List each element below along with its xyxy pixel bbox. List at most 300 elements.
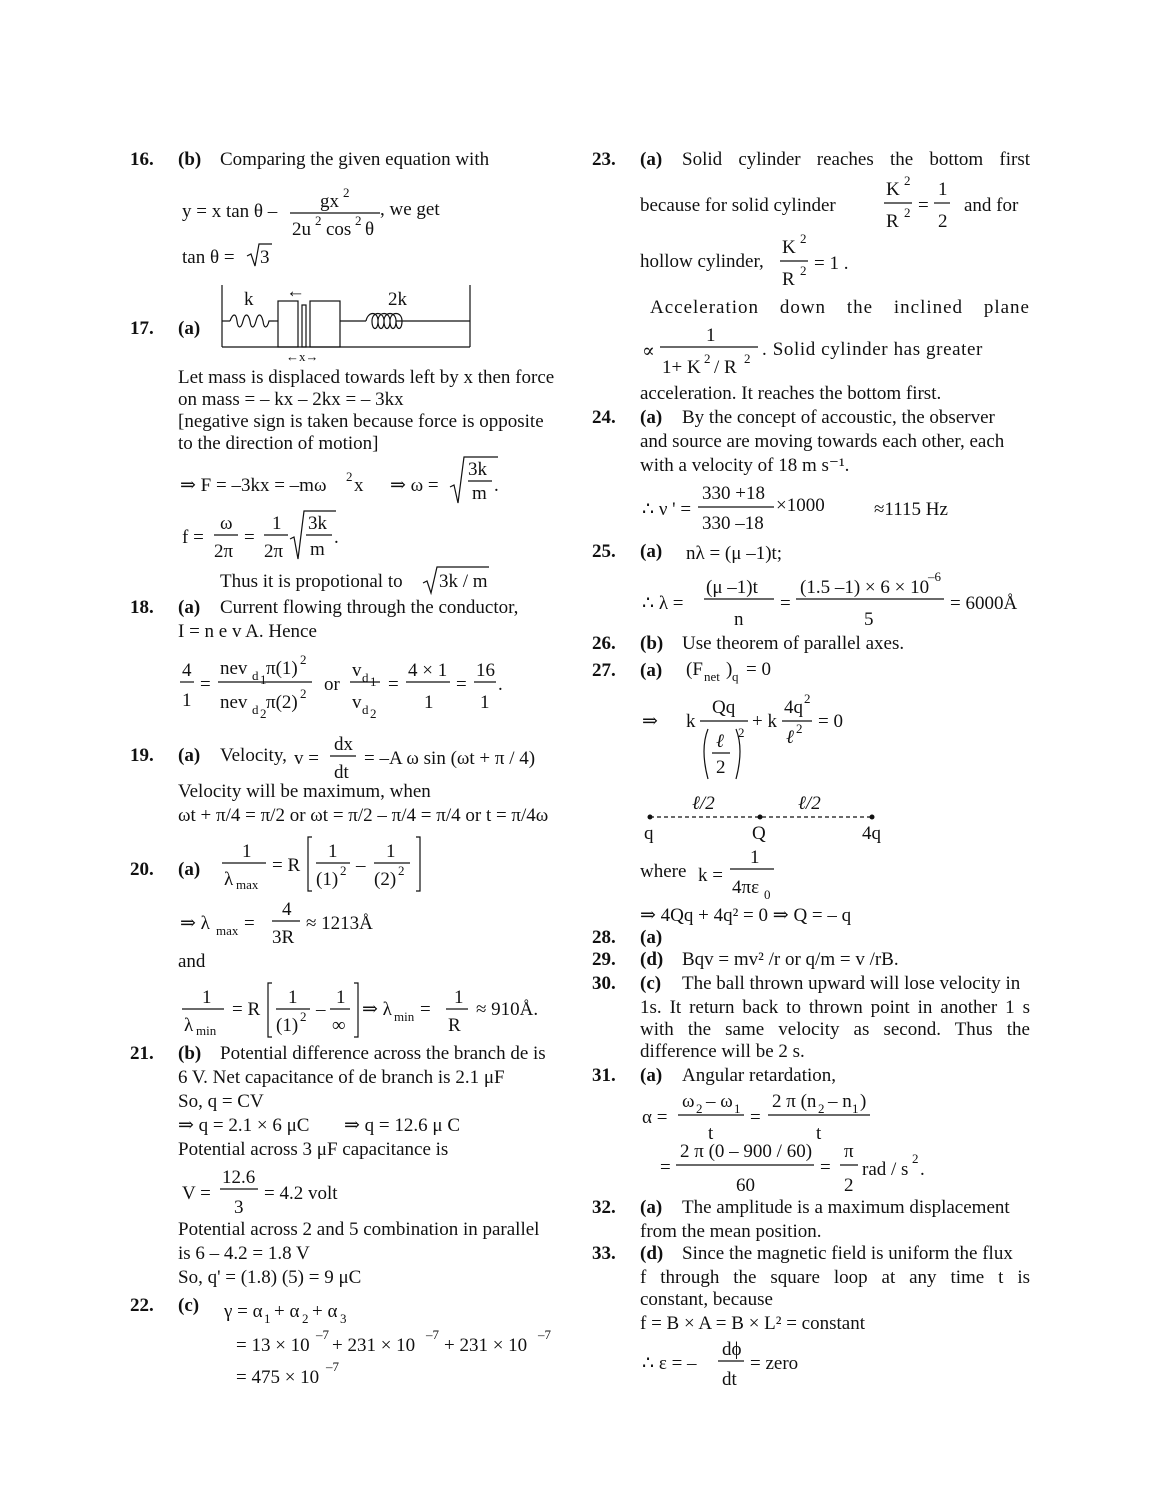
svg-text:2: 2: [315, 213, 322, 228]
question-number: 32.: [592, 1197, 616, 1218]
answer-text: f = B × A = B × L² = constant: [640, 1313, 865, 1334]
svg-text:d: d: [252, 702, 259, 717]
svg-text:K: K: [782, 237, 796, 258]
svg-text:∝: ∝: [642, 341, 655, 362]
answer-text: The ball thrown upward will lose velocity in: [682, 973, 1021, 994]
svg-text:t: t: [816, 1123, 822, 1144]
svg-text:2: 2: [696, 1101, 703, 1116]
svg-text:x: x: [354, 475, 364, 496]
svg-text:= 475 × 10: = 475 × 10: [236, 1367, 320, 1388]
answer-text: constant, because: [640, 1289, 773, 1310]
answer-text: because for solid cylinder: [640, 195, 836, 216]
charge-label-4q: 4q: [862, 823, 881, 844]
svg-text:4πε: 4πε: [732, 877, 760, 898]
question-number: 20.: [130, 859, 154, 880]
answer-text: where: [640, 861, 687, 882]
hollow-cylinder-ratio: [778, 231, 858, 299]
question-number: 17.: [130, 318, 154, 339]
answer-option: (a): [178, 318, 201, 339]
solid-cylinder-ratio: [882, 173, 962, 243]
svg-text:⇒ F = –3kx = –mω: ⇒ F = –3kx = –mω: [180, 475, 327, 496]
svg-text:1: 1: [242, 841, 252, 862]
svg-text:2: 2: [343, 185, 350, 200]
svg-text:k =: k =: [698, 865, 723, 886]
answer-text: difference will be 2 s.: [640, 1041, 805, 1062]
answer-text: Solid cylinder reaches the bottom first: [682, 149, 1030, 170]
svg-text:⇒: ⇒: [642, 711, 658, 732]
svg-text:1: 1: [424, 692, 434, 713]
svg-text:≈1115 Hz: ≈1115 Hz: [874, 499, 948, 520]
charge-label-Q: Q: [752, 823, 766, 844]
svg-text:ℓ/2: ℓ/2: [692, 793, 715, 814]
svg-text:=: =: [420, 999, 431, 1020]
question-number: 19.: [130, 745, 154, 766]
answer-option: (a): [640, 149, 663, 170]
lambda-max-equation: [220, 833, 460, 903]
svg-text:2: 2: [716, 757, 726, 778]
svg-text:or: or: [324, 674, 340, 695]
svg-text:≈ 1213Å: ≈ 1213Å: [306, 913, 373, 934]
svg-text:2: 2: [744, 351, 751, 366]
svg-text:π(2): π(2): [266, 692, 298, 713]
svg-text:1: 1: [938, 179, 948, 200]
answer-option: (b): [178, 1043, 202, 1064]
answer-option: (b): [178, 149, 202, 170]
question-number: 33.: [592, 1243, 616, 1264]
svg-text:(1.5 –1) × 6 × 10: (1.5 –1) × 6 × 10: [800, 577, 930, 598]
answer-text: Velocity will be maximum, when: [178, 781, 431, 802]
svg-text:nev: nev: [220, 692, 248, 713]
svg-text:K: K: [886, 179, 900, 200]
svg-text:1: 1: [706, 325, 716, 346]
svg-text:3: 3: [260, 247, 270, 268]
answer-option: (c): [640, 973, 662, 994]
acceleration-proportional: [640, 319, 770, 385]
answer-text: So, q = CV: [178, 1091, 264, 1112]
svg-text:+ 231 × 10: + 231 × 10: [444, 1335, 528, 1356]
svg-text:ℓ: ℓ: [716, 731, 724, 752]
svg-text:=: =: [244, 913, 255, 934]
svg-text:–7: –7: [538, 1327, 551, 1342]
answer-option: (a): [640, 1065, 663, 1086]
svg-text:1: 1: [328, 841, 338, 862]
svg-text:1+ K: 1+ K: [662, 357, 701, 378]
svg-text:2: 2: [398, 863, 405, 878]
answer-text: on mass = – kx – 2kx = – 3kx: [178, 389, 404, 410]
answer-option: (a): [640, 1197, 663, 1218]
answer-option: (a): [640, 927, 663, 948]
question-number: 31.: [592, 1065, 616, 1086]
svg-text:=: =: [780, 593, 791, 614]
svg-text:.: .: [494, 475, 499, 496]
svg-text:gx: gx: [320, 191, 339, 212]
svg-text:(F: (F: [686, 659, 703, 680]
question-number: 27.: [592, 660, 616, 681]
answer-option: (d): [640, 1243, 664, 1264]
answer-text: to the direction of motion]: [178, 433, 379, 454]
svg-text:= –A ω sin (ωt + π / 4): = –A ω sin (ωt + π / 4): [364, 748, 536, 769]
question-number: 21.: [130, 1043, 154, 1064]
svg-text:R: R: [782, 269, 795, 290]
svg-text:1: 1: [454, 987, 464, 1008]
svg-text:∴ ε = –: ∴ ε = –: [642, 1353, 697, 1374]
answer-text: Acceleration down the inclined plane: [650, 297, 1030, 318]
svg-text:2: 2: [346, 469, 353, 484]
svg-text:330 +18: 330 +18: [702, 483, 765, 504]
svg-text:2: 2: [355, 213, 362, 228]
svg-text:1: 1: [734, 1101, 741, 1116]
force-arrow: ←: [286, 281, 305, 302]
svg-text:2: 2: [804, 691, 811, 706]
svg-text:n: n: [734, 609, 744, 630]
svg-text:dt: dt: [722, 1369, 737, 1390]
svg-text:(1): (1): [276, 1015, 299, 1036]
svg-text:2π: 2π: [264, 541, 284, 562]
svg-text:= zero: = zero: [750, 1353, 799, 1374]
svg-text:(2): (2): [374, 869, 397, 890]
svg-text:2 π (0 – 900 / 60): 2 π (0 – 900 / 60): [680, 1141, 813, 1162]
svg-text:= 1 .: = 1 .: [814, 253, 849, 274]
answer-option: (a): [640, 407, 663, 428]
wavelength-equation-2: [640, 569, 1040, 635]
wavelength-equation-1: [682, 537, 822, 573]
force-omega-equation: [178, 455, 518, 513]
svg-text:v: v: [352, 660, 362, 681]
svg-text:2 π (n: 2 π (n: [772, 1091, 817, 1112]
question-number: 18.: [130, 597, 154, 618]
svg-text:2: 2: [704, 351, 711, 366]
svg-text:3R: 3R: [272, 927, 295, 948]
spring-label-k: k: [244, 289, 254, 310]
answer-option: (a): [178, 745, 201, 766]
question-number: 30.: [592, 973, 616, 994]
answer-option: (d): [640, 949, 664, 970]
svg-text:1: 1: [480, 692, 490, 713]
answer-option: (a): [178, 859, 201, 880]
svg-text:2: 2: [300, 652, 307, 667]
answer-text: , we get: [380, 199, 440, 220]
svg-text:4q: 4q: [784, 697, 803, 718]
answer-option: (c): [178, 1295, 200, 1316]
svg-text:3k / m: 3k / m: [439, 571, 488, 592]
svg-text:–7: –7: [426, 1327, 439, 1342]
svg-text:t: t: [708, 1123, 714, 1144]
answer-text: ωt + π/4 = π/2 or ωt = π/2 – π/4 = π/4 or t = π/4ω: [178, 805, 549, 826]
answer-text: Let mass is displaced towards left by x then force: [178, 367, 555, 388]
question-number: 29.: [592, 949, 616, 970]
proportional-sqrt: [423, 565, 503, 601]
svg-text:= R: = R: [272, 855, 301, 876]
answer-text: f through the square loop at any time t is: [640, 1267, 1030, 1288]
svg-text:V =: V =: [182, 1183, 211, 1204]
svg-text:∴ ν ' =: ∴ ν ' =: [642, 499, 692, 520]
emf-equation: [640, 1335, 840, 1399]
svg-text:(1): (1): [316, 869, 339, 890]
answer-text: Velocity,: [220, 745, 287, 766]
charge-label-q: q: [644, 823, 654, 844]
svg-text:.: .: [498, 674, 503, 695]
svg-text:2: 2: [738, 725, 745, 740]
svg-text:3: 3: [234, 1197, 244, 1218]
svg-text:v: v: [352, 692, 362, 713]
svg-text:1: 1: [272, 513, 282, 534]
answer-text: So, q' = (1.8) (5) = 9 μC: [178, 1267, 362, 1288]
question-number: 26.: [592, 633, 616, 654]
svg-text:.: .: [920, 1159, 925, 1180]
svg-text:– n: – n: [828, 1091, 852, 1112]
answer-text: acceleration. It reaches the bottom first.: [640, 383, 942, 404]
svg-text:12.6: 12.6: [222, 1167, 256, 1188]
svg-text:γ = α: γ = α: [224, 1301, 263, 1322]
svg-text:= 6000Å: = 6000Å: [950, 593, 1018, 614]
svg-text:): ): [726, 659, 733, 680]
svg-text:– ω: – ω: [706, 1091, 733, 1112]
svg-text:min: min: [394, 1009, 415, 1024]
svg-text:(μ –1)t: (μ –1)t: [706, 577, 758, 598]
svg-text:=: =: [244, 527, 255, 548]
svg-text:–7: –7: [326, 1359, 339, 1374]
svg-text:max: max: [236, 877, 259, 892]
question-number: 16.: [130, 149, 154, 170]
svg-text:q: q: [732, 669, 739, 684]
svg-text:λ: λ: [224, 869, 234, 890]
answer-text: ⇒ q = 12.6 μ C: [344, 1115, 460, 1136]
svg-text:= 0: = 0: [746, 659, 771, 680]
svg-text:= 4.2 volt: = 4.2 volt: [264, 1183, 338, 1204]
answer-option: (a): [640, 541, 663, 562]
svg-text:min: min: [196, 1023, 217, 1038]
net-force-equation: [682, 653, 802, 691]
answer-text: Potential difference across the branch de is: [220, 1043, 546, 1064]
svg-text:=: =: [456, 674, 467, 695]
svg-text:θ: θ: [365, 219, 375, 240]
svg-text:+ α: + α: [274, 1301, 300, 1322]
answer-text: [negative sign is taken because force is opposite: [178, 411, 544, 432]
svg-text:1: 1: [260, 672, 267, 687]
answer-text: 6 V. Net capacitance of de branch is 2.1 μF: [178, 1067, 505, 1088]
svg-text:2: 2: [340, 863, 347, 878]
svg-text:=: =: [200, 674, 211, 695]
answer-text: with the same velocity as second. Thus the: [640, 1019, 1030, 1040]
svg-text:330 –18: 330 –18: [702, 513, 764, 534]
tan-theta-result: [180, 241, 300, 279]
svg-text:4: 4: [282, 899, 292, 920]
frequency-equation: [178, 507, 398, 569]
svg-text:2: 2: [938, 211, 948, 232]
svg-text:2: 2: [904, 205, 911, 220]
displacement-marker: ←x→: [286, 349, 319, 364]
svg-text:=: =: [660, 1157, 671, 1178]
svg-text:f =: f =: [182, 527, 204, 548]
answer-text: Potential across 3 μF capacitance is: [178, 1139, 449, 1160]
svg-text:= 0: = 0: [818, 711, 843, 732]
svg-text:≈ 910Å.: ≈ 910Å.: [476, 999, 539, 1020]
svg-text:=: =: [918, 195, 929, 216]
svg-text:nλ = (μ –1)t;: nλ = (μ –1)t;: [686, 543, 783, 564]
answer-text: 1s. It return back to thrown point in another 1 s: [640, 997, 1030, 1018]
svg-text:2: 2: [844, 1175, 854, 1196]
question-number: 23.: [592, 149, 616, 170]
svg-text:max: max: [216, 923, 239, 938]
svg-text:dϕ: dϕ: [722, 1339, 742, 1360]
svg-text:+ α: + α: [312, 1301, 338, 1322]
svg-text:2: 2: [800, 263, 807, 278]
svg-text:2: 2: [260, 706, 267, 721]
svg-text:2π: 2π: [214, 541, 234, 562]
svg-text:nev: nev: [220, 658, 248, 679]
svg-text:4: 4: [182, 660, 192, 681]
lambda-min-equation: [180, 977, 560, 1049]
svg-text:k: k: [686, 711, 696, 732]
svg-text:v =: v =: [294, 748, 319, 769]
svg-text:ω: ω: [682, 1091, 695, 1112]
svg-text:1: 1: [852, 1101, 859, 1116]
svg-text:1: 1: [182, 690, 192, 711]
svg-text:cos: cos: [326, 219, 352, 240]
answer-text: with a velocity of 18 m s⁻¹.: [640, 455, 850, 476]
svg-text:ℓ/2: ℓ/2: [798, 793, 821, 814]
svg-text:m: m: [310, 539, 325, 560]
svg-text:2: 2: [302, 1311, 309, 1326]
svg-text:rad / s: rad / s: [862, 1159, 909, 1180]
answer-text: ⇒ 4Qq + 4q² = 0 ⇒ Q = – q: [640, 905, 852, 926]
svg-text:dt: dt: [334, 762, 349, 783]
svg-text:×1000: ×1000: [776, 495, 825, 516]
svg-text:d: d: [252, 668, 259, 683]
answer-text: Comparing the given equation with: [220, 149, 490, 170]
svg-text:2u: 2u: [292, 219, 311, 240]
answer-text: Thus it is propotional to: [220, 571, 403, 592]
answer-text: ⇒ q = 2.1 × 6 μC: [178, 1115, 310, 1136]
svg-text:60: 60: [736, 1175, 755, 1196]
svg-text:=: =: [388, 674, 399, 695]
svg-text:π(1): π(1): [266, 658, 298, 679]
svg-text:2: 2: [370, 706, 377, 721]
svg-text:tan θ =: tan θ =: [182, 247, 235, 268]
svg-text:–: –: [356, 855, 366, 876]
answer-text: The amplitude is a maximum displacement: [682, 1197, 1010, 1218]
svg-text:1: 1: [750, 847, 760, 868]
spring-label-2k: 2k: [388, 289, 407, 310]
svg-text:1: 1: [370, 674, 377, 689]
answer-text: By the concept of accoustic, the observer: [682, 407, 995, 428]
answer-text: Potential across 2 and 5 combination in parallel: [178, 1219, 540, 1240]
svg-text:= R: = R: [232, 999, 261, 1020]
svg-text:R: R: [448, 1015, 461, 1036]
svg-text:1: 1: [336, 987, 346, 1008]
question-number: 22.: [130, 1295, 154, 1316]
svg-text:=: =: [750, 1107, 761, 1128]
svg-text:3k: 3k: [308, 513, 327, 534]
svg-text:R: R: [886, 211, 899, 232]
svg-text:+ 231 × 10: + 231 × 10: [332, 1335, 416, 1356]
answer-option: (a): [178, 597, 201, 618]
answer-text: Use theorem of parallel axes.: [682, 633, 905, 654]
svg-text:Qq: Qq: [712, 697, 736, 718]
answer-text: Since the magnetic field is uniform the flux: [682, 1243, 1013, 1264]
answer-option: (a): [640, 660, 663, 681]
svg-text:1: 1: [264, 1311, 271, 1326]
lambda-max-result: [178, 897, 418, 959]
svg-text:ω: ω: [220, 513, 233, 534]
svg-text:–7: –7: [316, 1327, 329, 1342]
svg-text:net: net: [704, 669, 720, 684]
svg-text:⇒ λ: ⇒ λ: [180, 913, 210, 934]
svg-text:= 13 × 10: = 13 × 10: [236, 1335, 310, 1356]
answer-text: I = n e v A. Hence: [178, 621, 317, 642]
drift-velocity-ratio: [180, 650, 520, 726]
voltage-equation: [180, 1161, 400, 1227]
svg-text:): ): [860, 1091, 867, 1112]
svg-text:ℓ: ℓ: [786, 727, 794, 748]
question-number: 28.: [592, 927, 616, 948]
svg-text:π: π: [844, 1141, 854, 1162]
answer-text: and for: [964, 195, 1019, 216]
svg-text:2: 2: [796, 721, 803, 736]
answer-text: hollow cylinder,: [640, 251, 764, 272]
svg-text:16: 16: [476, 660, 495, 681]
svg-text:2: 2: [800, 231, 807, 246]
svg-text:–: –: [316, 999, 326, 1020]
svg-text:d: d: [362, 670, 369, 685]
svg-text:.: .: [334, 527, 339, 548]
svg-text:∴ λ =: ∴ λ =: [642, 593, 684, 614]
svg-text:d: d: [362, 702, 369, 717]
svg-text:λ: λ: [184, 1015, 194, 1036]
svg-text:⇒ ω =: ⇒ ω =: [390, 475, 439, 496]
svg-text:α =: α =: [642, 1107, 668, 1128]
answer-text: is 6 – 4.2 = 1.8 V: [178, 1243, 310, 1264]
angular-retardation-equation: [640, 1087, 940, 1205]
svg-text:y = x tan θ –: y = x tan θ –: [182, 201, 278, 222]
svg-text:3: 3: [340, 1311, 347, 1326]
svg-text:1: 1: [288, 987, 298, 1008]
svg-text:2: 2: [300, 686, 307, 701]
svg-text:1: 1: [386, 841, 396, 862]
svg-text:∞: ∞: [332, 1015, 346, 1036]
answer-text: Current flowing through the conductor,: [220, 597, 519, 618]
answer-text: from the mean position.: [640, 1221, 822, 1242]
svg-text:2: 2: [912, 1151, 919, 1166]
svg-text:2: 2: [904, 173, 911, 188]
svg-text:⇒ λ: ⇒ λ: [362, 999, 392, 1020]
svg-text:0: 0: [764, 887, 771, 902]
coulomb-constant: [696, 843, 796, 909]
answer-text: and source are moving towards each other, each: [640, 431, 1005, 452]
question-number: 24.: [592, 407, 616, 428]
svg-text:5: 5: [864, 609, 874, 630]
svg-text:3k: 3k: [468, 459, 487, 480]
doppler-equation: [640, 479, 960, 543]
answer-text: Bqv = mv² /r or q/m = v /rB.: [682, 949, 899, 970]
coulomb-balance-equation: [640, 693, 920, 795]
svg-text:1: 1: [202, 987, 212, 1008]
svg-text:dx: dx: [334, 734, 353, 755]
spring-mass-diagram: [218, 281, 478, 369]
svg-text:2: 2: [300, 1009, 307, 1024]
svg-text:4 × 1: 4 × 1: [408, 660, 448, 681]
svg-text:–6: –6: [928, 569, 941, 584]
svg-text:/ R: / R: [714, 357, 737, 378]
answer-text: Angular retardation,: [682, 1065, 837, 1086]
svg-text:m: m: [472, 483, 487, 504]
svg-text:=: =: [820, 1157, 831, 1178]
svg-text:+ k: + k: [752, 711, 777, 732]
question-number: 25.: [592, 541, 616, 562]
answer-text: . Solid cylinder has greater: [762, 339, 983, 360]
svg-text:2: 2: [818, 1101, 825, 1116]
answer-text: and: [178, 951, 206, 972]
